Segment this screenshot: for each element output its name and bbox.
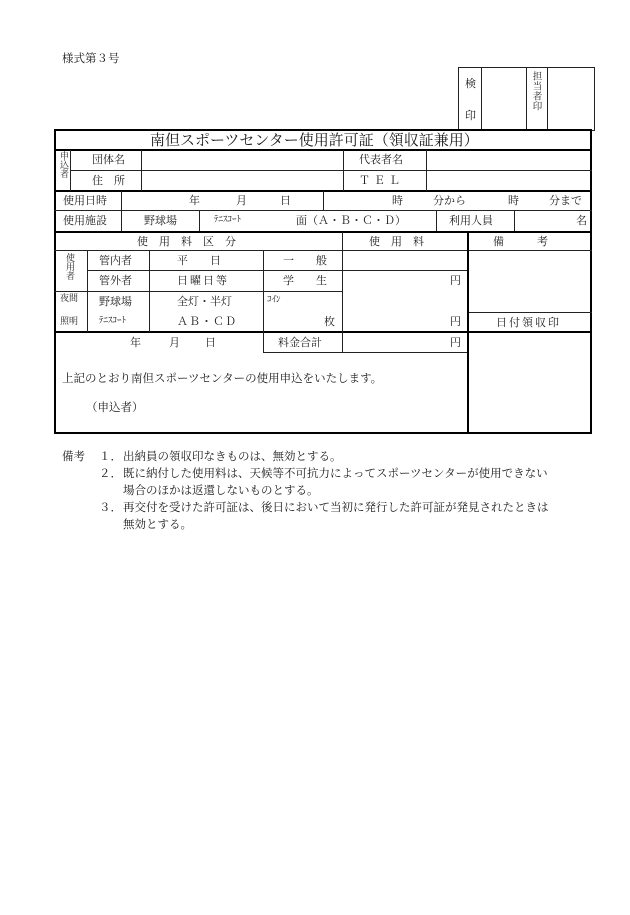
full-half-light-label: 全灯・半灯 (177, 295, 232, 308)
fee-amount-header: 使 用 料 (369, 235, 424, 248)
usage-minute-from-label: 分から (433, 194, 466, 207)
applicant-sign-label: （申込者） (86, 400, 144, 414)
usage-day-label: 日 (280, 194, 291, 207)
night-baseball-label: 野球場 (99, 295, 132, 308)
student-label: 学 生 (283, 274, 327, 287)
facility-courts: 面（Ａ・Ｂ・Ｃ・Ｄ） (296, 214, 406, 227)
note-text: 無効とする。 (123, 517, 192, 531)
applicant-side-label: 申込者 (58, 151, 68, 178)
application-statement: 上記のとおり南但スポーツセンターの使用申込をいたします。 (62, 371, 383, 385)
usage-month-label: 月 (236, 194, 247, 207)
coin-label: ｺｲﾝ (267, 295, 281, 305)
inspection-stamp-seal-label: 印 (465, 109, 476, 122)
yen-unit-3: 円 (450, 336, 461, 349)
notes-label: 備考 (62, 449, 85, 463)
representative-label: 代表者名 (359, 153, 403, 166)
facility-tennis: ﾃﾆｽｺｰﾄ (214, 215, 242, 225)
sheets-unit: 枚 (324, 315, 335, 328)
date-month-label: 月 (169, 336, 180, 349)
stamp-box (458, 67, 595, 131)
facility-label: 使用施設 (63, 214, 107, 227)
night-tennis-label: ﾃﾆｽｺｰﾄ (99, 316, 127, 326)
usage-hour-until-label: 時 (508, 194, 519, 207)
note-text: 再交付を受けた許可証は、後日において当初に発行した許可証が発見されたときは (123, 500, 549, 514)
person-in-charge-label: 担当者印 (530, 71, 542, 111)
address-label: 住 所 (92, 174, 125, 187)
tel-label: ＴＥＬ (359, 174, 404, 187)
remarks-header: 備 考 (493, 235, 548, 248)
lighting-label: 照明 (60, 317, 79, 327)
night-label: 夜間 (60, 294, 79, 304)
note-number: １． (99, 449, 122, 463)
note-number: ２． (99, 466, 122, 480)
date-day-label: 日 (205, 336, 216, 349)
date-year-label: 年 (130, 336, 141, 349)
usage-hour-from-label: 時 (392, 194, 403, 207)
usage-year-label: 年 (189, 194, 200, 207)
total-fee-label: 料金合計 (278, 336, 322, 349)
yen-unit-1: 円 (450, 274, 461, 287)
fee-category-header: 使 用 料 区 分 (137, 235, 236, 248)
resident-label: 管内者 (99, 254, 132, 267)
facility-baseball: 野球場 (144, 214, 177, 227)
note-text: 場合のほかは返還しないものとする。 (123, 483, 319, 497)
weekday-label: 平 日 (177, 254, 221, 267)
note-number: ３． (99, 500, 122, 514)
org-name-label: 団体名 (92, 153, 125, 166)
note-text: 既に納付した使用料は、天候等不可抗力によってスポーツセンターが使用できない (123, 466, 548, 480)
user-side-label: 使用者 (64, 253, 74, 280)
persons-unit: 名 (576, 214, 587, 227)
nonresident-label: 管外者 (99, 274, 132, 287)
form-number: 様式第３号 (62, 51, 120, 65)
holiday-label: 日曜日等 (177, 274, 229, 287)
abcd-label: ＡＢ・ＣＤ (177, 315, 237, 328)
usage-minute-until-label: 分まで (549, 194, 582, 207)
general-label: 一 般 (283, 254, 327, 267)
users-count-label: 利用人員 (449, 214, 493, 227)
yen-unit-2: 円 (450, 315, 461, 328)
form-title: 南但スポーツセンター使用許可証（領収証兼用） (150, 131, 479, 149)
usage-datetime-label: 使用日時 (63, 194, 107, 207)
date-stamp-label: 日付領収印 (496, 316, 561, 329)
note-text: 出納員の領収印なきものは、無効とする。 (123, 449, 342, 463)
inspection-stamp-label: 検 (465, 77, 476, 90)
